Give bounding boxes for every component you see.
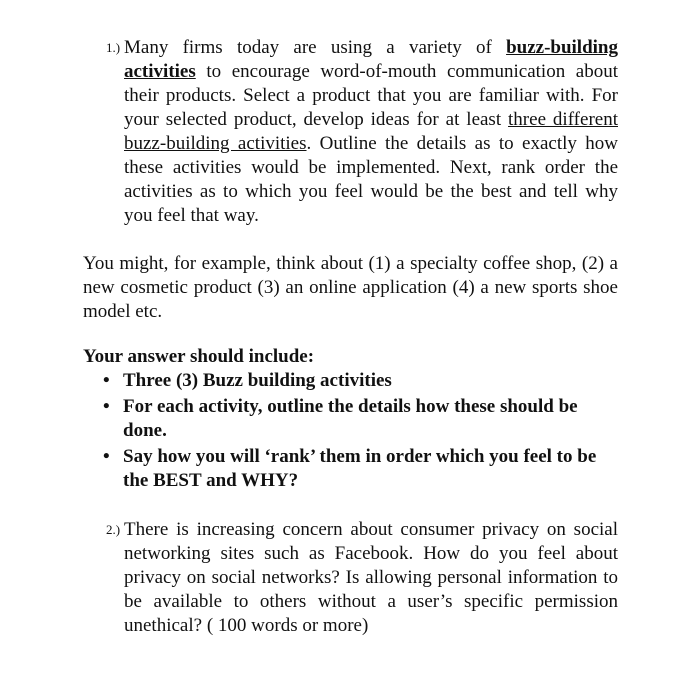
bullet-icon: • [103,370,110,391]
three-activities-phrase: three different buzz-building activities [124,109,618,154]
question-1-text-part-c: . Outline the details as to exactly how these activities would be implemented. Next, rank order the activities as to which you feel would be the best and tell why you feel that way. [124,133,618,226]
buzz-building-activities-term: buzz-building activities [124,37,618,82]
answer-heading: Your answer should include: [83,346,315,367]
answer-bullet-list [83,369,618,493]
bullet-item-activities [83,369,618,393]
question-1-number: 1.) [106,40,121,55]
question-2-number: 2.) [106,522,121,537]
bullet-icon: • [103,396,110,417]
bullet-icon: • [103,446,110,467]
bullet-item-rank [83,445,618,493]
question-1-text [124,36,618,228]
question-1 [106,36,618,228]
bullet-item-label: Say how you will ‘rank’ them in order which you feel to be the BEST and WHY? [123,446,597,491]
bullet-item-details [83,395,618,443]
question-1-text-part-a: Many firms today are using a variety of [124,37,507,58]
answer-requirements [83,345,618,495]
bullet-item-label: Three (3) Buzz building activities [123,370,392,391]
example-paragraph: You might, for example, think about (1) a specialty coffee shop, (2) a new cosmetic product (3) an online application (4) a new sports shoe model etc. [83,253,618,322]
question-2 [106,518,618,638]
question-1-text-part-b: to encourage word-of-mouth communication about their products. Select a product that you are familiar with. For your selected product, develop ideas for at least [124,61,618,130]
question-2-text: There is increasing concern about consumer privacy on social networking sites such as Facebook. How do you feel about privacy on social networks? Is allowing personal information to be available to others without a user’s specific permission unethical? ( 100 words or more) [124,519,618,636]
bullet-item-label: For each activity, outline the details how these should be done. [123,396,578,441]
